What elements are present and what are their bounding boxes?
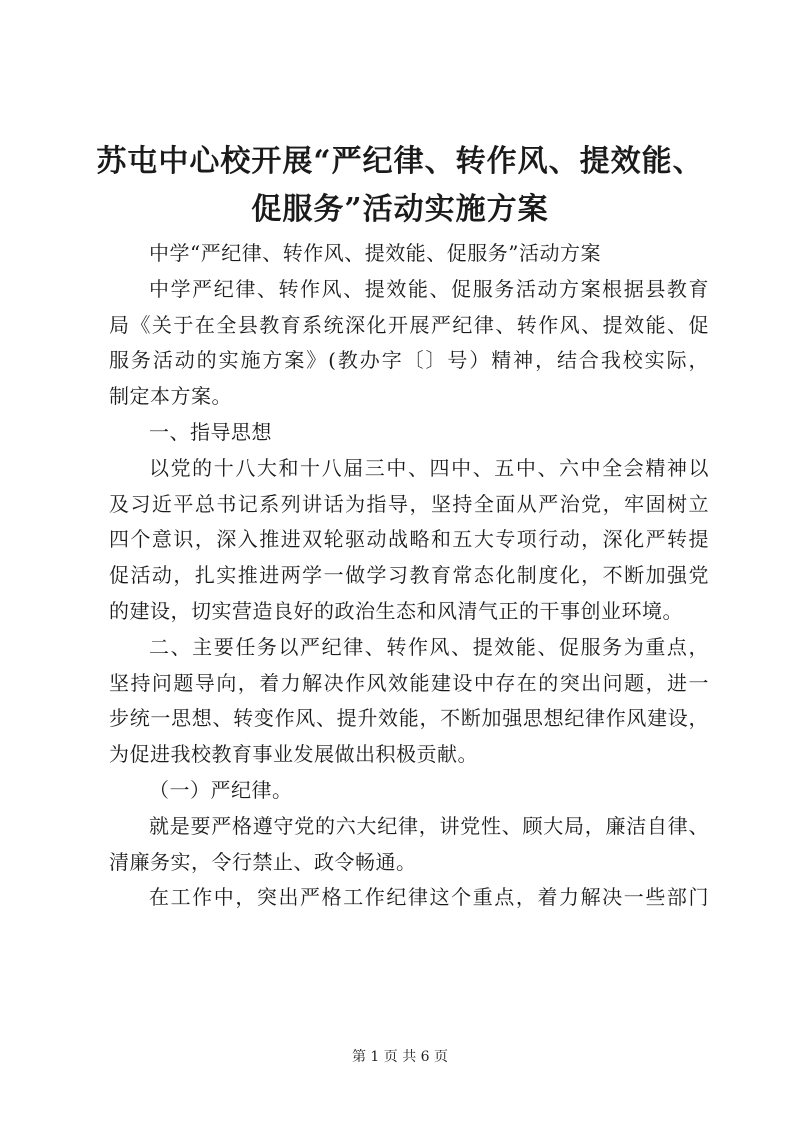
section-heading: 一、指导思想 — [149, 419, 272, 444]
paragraph-line: 促活动，扎实推进两学一做学习教育常态化制度化，不断加强党 — [109, 563, 709, 588]
paragraph-line: 为促进我校教育事业发展做出积极贡献。 — [109, 742, 478, 767]
section-heading: （一）严纪律。 — [149, 777, 293, 802]
paragraph-line: 二、主要任务以严纪律、转作风、提效能、促服务为重点， — [149, 634, 709, 659]
paragraph-line: 坚持问题导向，着力解决作风效能建设中存在的突出问题，进一 — [109, 670, 709, 695]
document-title-line-2: 促服务”活动实施方案 — [251, 192, 549, 227]
paragraph-line: 及习近平总书记系列讲话为指导，坚持全面从严治党，牢固树立 — [109, 491, 709, 516]
paragraph-line: 在工作中，突出严格工作纪律这个重点，着力解决一些部门 — [149, 885, 709, 910]
document-title-line-1: 苏屯中心校开展“严纪律、转作风、提效能、 — [96, 144, 704, 179]
paragraph-line: 局《关于在全县教育系统深化开展严纪律、转作风、提效能、促 — [109, 312, 709, 337]
paragraph-line: 的建设，切实营造良好的政治生态和风清气正的干事创业环境。 — [109, 598, 683, 623]
paragraph-line: 中学“严纪律、转作风、提效能、促服务”活动方案 — [149, 241, 601, 265]
paragraph-line: 四个意识，深入推进双轮驱动战略和五大专项行动，深化严转提 — [109, 527, 709, 552]
paragraph-line: 中学严纪律、转作风、提效能、促服务活动方案根据县教育 — [149, 276, 709, 301]
paragraph-line: 服务活动的实施方案》(教办字〔〕号）精神，结合我校实际， — [109, 348, 709, 373]
paragraph-line: 以党的十八大和十八届三中、四中、五中、六中全会精神以 — [149, 455, 709, 480]
paragraph-line: 制定本方案。 — [109, 384, 232, 409]
document-body — [109, 236, 709, 916]
paragraph-line: 清廉务实，令行禁止、政令畅通。 — [109, 849, 417, 874]
paragraph-line: 就是要严格遵守党的六大纪律，讲党性、顾大局，廉洁自律、 — [149, 813, 709, 838]
page-number-footer: 第 1 页 共 6 页 — [351, 1049, 449, 1065]
paragraph-line: 步统一思想、转变作风、提升效能，不断加强思想纪律作风建设， — [109, 706, 709, 731]
